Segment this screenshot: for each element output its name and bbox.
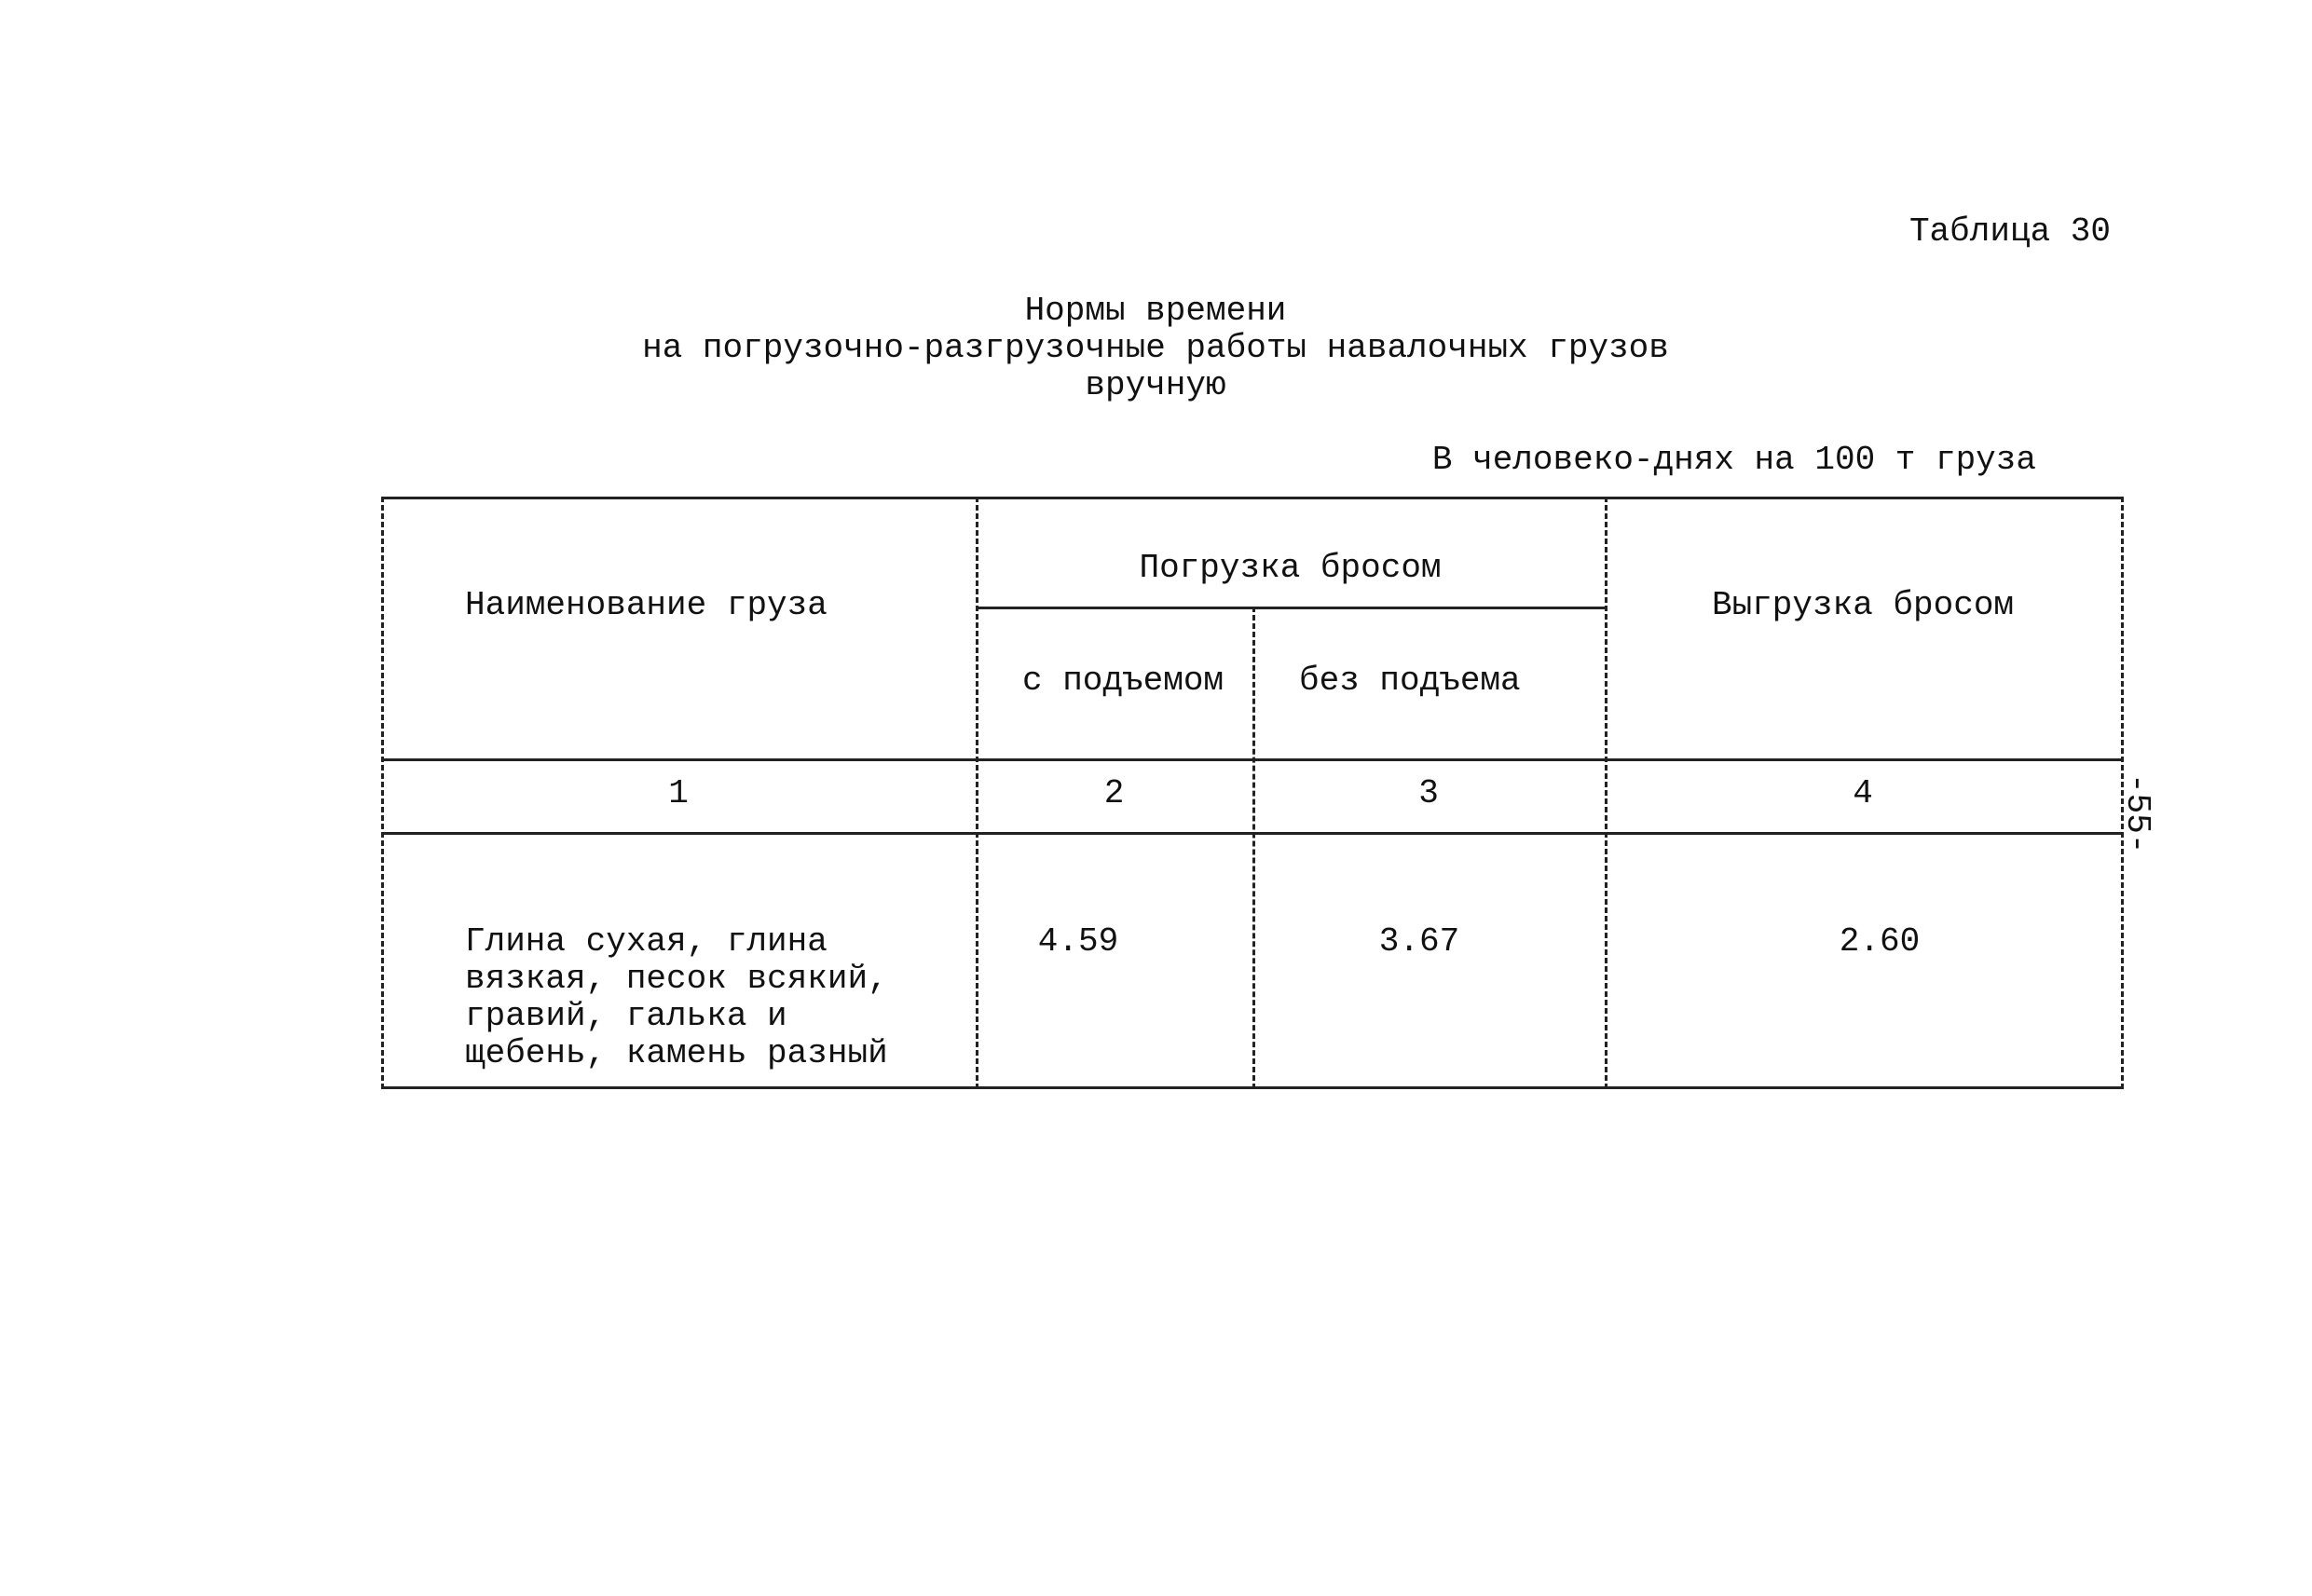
title-line-1: Нормы времени	[1024, 292, 1287, 330]
title-line-3: вручную	[1085, 366, 1226, 404]
column-number-2: 2	[1103, 774, 1125, 812]
loading-header-divider	[976, 607, 1605, 609]
cargo-name-line-1: Глина сухая, глина	[465, 922, 828, 961]
column-number-4: 4	[1853, 774, 1873, 812]
table-top-border	[381, 497, 2124, 499]
value-with-lift: 4.59	[1037, 922, 1119, 961]
value-without-lift: 3.67	[1378, 922, 1460, 961]
cargo-name-line-3: гравий, галька и	[465, 997, 787, 1035]
column-number-1: 1	[668, 774, 689, 812]
cargo-name-line-4: щебень, камень разный	[465, 1034, 888, 1072]
page-number-text: -55-	[2118, 773, 2156, 854]
value-unloading: 2.60	[1839, 922, 1921, 961]
header-cargo-name: Наименование груза	[465, 586, 828, 624]
header-loading: Погрузка бросом	[1139, 549, 1442, 587]
table-number: Таблица 30	[1908, 212, 2111, 251]
header-unloading: Выгрузка бросом	[1711, 586, 2015, 624]
header-without-lift: без подъема	[1299, 662, 1521, 700]
units-note: В человеко-днях на 100 т груза	[1431, 441, 2036, 479]
norms-table	[381, 497, 2124, 1089]
page-number-mark	[2115, 764, 2162, 876]
cargo-name-line-2: вязкая, песок всякий,	[465, 960, 888, 998]
column-number-3: 3	[1418, 774, 1439, 812]
header-with-lift: с подъемом	[1022, 662, 1224, 700]
col-divider-2	[1252, 607, 1255, 1089]
title-line-2: на погрузочно-разгрузочные работы навалочных грузов	[642, 329, 1669, 367]
